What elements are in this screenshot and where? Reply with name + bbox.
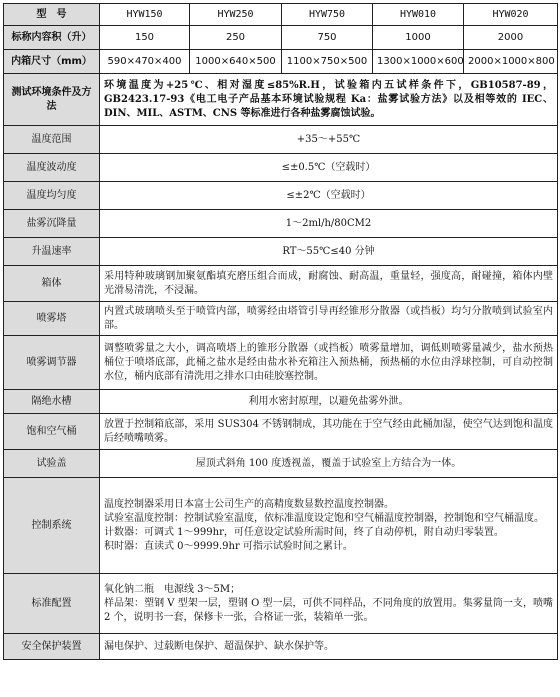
standard-config-line: 样品架：塑钢 V 型架一层，塑钢 O 型一层，可供不同样品，不同角度的放置用。集雾量筒一支，喷嘴 2 个，说明书一套，保修卡一张，合格证一张，装箱单一张。: [104, 597, 553, 623]
standard-config-label: 标准配置: [4, 574, 100, 634]
temp-fluctuation-text: ≤±0.5℃（空载时）: [100, 154, 558, 182]
control-system-text: [100, 478, 558, 574]
capacity-cell: 2000: [464, 26, 558, 50]
model-label: 型 号: [4, 4, 100, 26]
test-conditions-text: 环境温度为+25℃、相对湿度≤85%R.H，试验箱内五试样条件下，GB10587-89，GB2423.17-93《电工电子产品基本环境试验规程 Ka：盐雾试验方法》以及相等效的 IEC、DIN、MIL、ASTM、CNS 等标准进行各种盐雾腐蚀试验。: [100, 74, 558, 126]
capacity-cell: 250: [190, 26, 282, 50]
dimensions-cell: 590×470×400: [100, 50, 190, 74]
dimensions-cell: 1300×1000×600: [373, 50, 464, 74]
model-row: [4, 4, 558, 26]
capacity-row: [4, 26, 558, 50]
temp-fluctuation-label: 温度波动度: [4, 154, 100, 182]
dimensions-row: [4, 50, 558, 74]
cabinet-row: [4, 266, 558, 302]
safety-text: 漏电保护、过载断电保护、超温保护、缺水保护等。: [100, 634, 558, 660]
standard-config-line: 氧化钠二瓶 电源线 3～5M；: [104, 583, 241, 595]
control-system-line: 温度控制器采用日本富士公司生产的高精度数显数控温度控制器。: [104, 498, 394, 510]
temp-uniformity-text: ≤±2℃（空载时）: [100, 182, 558, 210]
water-seal-row: [4, 390, 558, 414]
spray-tower-label: 喷雾塔: [4, 302, 100, 336]
fog-deposition-text: 1～2ml/h/80CM2: [100, 210, 558, 238]
capacity-cell: 150: [100, 26, 190, 50]
test-conditions-label: 测试环境条件及方法: [4, 74, 100, 126]
heating-rate-label: 升温速率: [4, 238, 100, 266]
heating-rate-row: [4, 238, 558, 266]
capacity-cell: 1000: [373, 26, 464, 50]
dimensions-cell: 2000×1000×800: [464, 50, 558, 74]
test-cover-label: 试验盖: [4, 450, 100, 478]
dimensions-label: 内箱尺寸（mm）: [4, 50, 100, 74]
cabinet-label: 箱体: [4, 266, 100, 302]
saturated-bucket-row: [4, 414, 558, 450]
temp-uniformity-row: [4, 182, 558, 210]
spray-regulator-label: 喷雾调节器: [4, 336, 100, 390]
fog-deposition-row: [4, 210, 558, 238]
model-cell: HYW750: [282, 4, 373, 26]
spec-table: [3, 3, 558, 660]
model-cell: HYW020: [464, 4, 558, 26]
heating-rate-text: RT～55℃≤40 分钟: [100, 238, 558, 266]
control-system-label: 控制系统: [4, 478, 100, 574]
temp-fluctuation-row: [4, 154, 558, 182]
temp-uniformity-label: 温度均匀度: [4, 182, 100, 210]
water-seal-label: 隔绝水槽: [4, 390, 100, 414]
spray-tower-text: 内置式玻璃喷头至于喷管内部，喷雾经由塔管引导再经锥形分散器（或挡板）均匀分散喷到试验室内部。: [100, 302, 558, 336]
test-cover-row: [4, 450, 558, 478]
control-system-line: 计数器：可调式 1～999hr，可任意设定试验所需时间，终了自动停机，附自动归零装置。: [104, 526, 504, 538]
dimensions-cell: 1000×640×500: [190, 50, 282, 74]
saturated-bucket-label: 饱和空气桶: [4, 414, 100, 450]
temp-range-text: +35～+55℃: [100, 126, 558, 154]
temp-range-row: [4, 126, 558, 154]
model-cell: HYW010: [373, 4, 464, 26]
standard-config-text: [100, 574, 558, 634]
spray-tower-row: [4, 302, 558, 336]
capacity-cell: 750: [282, 26, 373, 50]
test-cover-text: 屋顶式斜角 100 度透视盖，覆盖于试验室上方结合为一体。: [100, 450, 558, 478]
model-cell: HYW150: [100, 4, 190, 26]
safety-label: 安全保护装置: [4, 634, 100, 660]
cabinet-text: 采用特种玻璃钢加聚氨酯填充磨压组合而成，耐腐蚀、耐高温，重量轻，强度高，耐碰撞，箱体内壁光滑易清洗，不浸漏。: [100, 266, 558, 302]
spray-regulator-row: [4, 336, 558, 390]
water-seal-text: 利用水密封原理，以避免盐雾外泄。: [100, 390, 558, 414]
capacity-label: 标称内容积（升）: [4, 26, 100, 50]
dimensions-cell: 1100×750×500: [282, 50, 373, 74]
spray-regulator-text: 调整喷雾量之大小，调高喷塔上的锥形分散器（或挡板）喷雾量增加，调低则喷雾量减少，盐水预热桶位于喷塔底部，此桶之盐水是经由盐水补充箱注入预热桶，预热桶的水位由浮球控制，可自动控制水位，桶内底部有清洗用之排水口由硅胶塞控制。: [100, 336, 558, 390]
safety-row: [4, 634, 558, 660]
test-conditions-row: [4, 74, 558, 126]
temp-range-label: 温度范围: [4, 126, 100, 154]
fog-deposition-label: 盐雾沉降量: [4, 210, 100, 238]
control-system-row: [4, 478, 558, 574]
model-cell: HYW250: [190, 4, 282, 26]
control-system-line: 试验室温度控制：控制试验室温度，依标准温度设定饱和空气桶温度控制器，控制饱和空气桶温度。: [104, 512, 544, 524]
saturated-bucket-text: 放置于控制箱底部，采用 SUS304 不锈钢制成，其功能在于空气经由此桶加湿，使空气达到饱和温度后经喷嘴喷雾。: [100, 414, 558, 450]
control-system-line: 积时器：直读式 0～9999.9hr 可指示试验时间之累计。: [104, 540, 353, 552]
standard-config-row: [4, 574, 558, 634]
